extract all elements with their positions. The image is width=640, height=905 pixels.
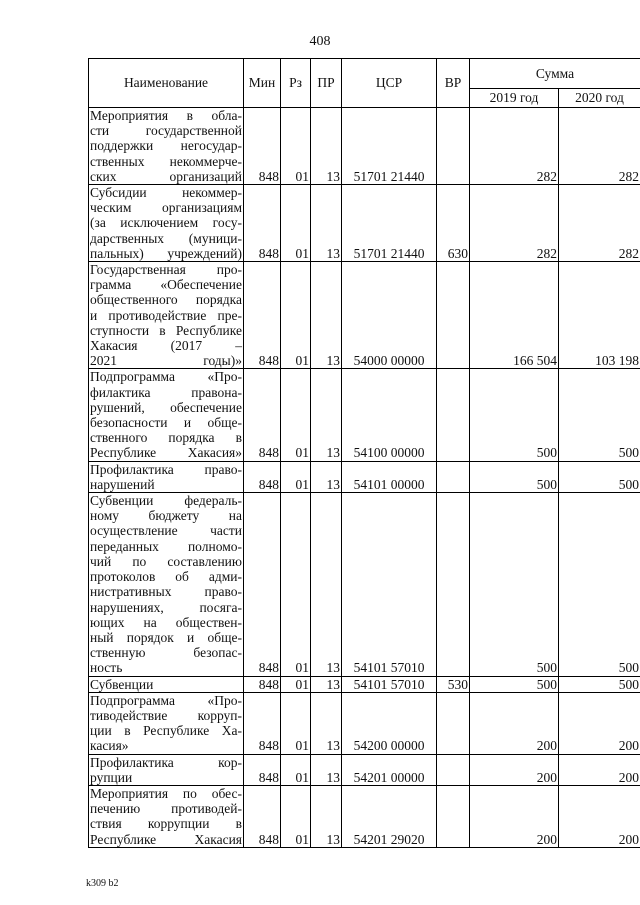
row-rz-cell: 01	[281, 369, 311, 461]
row-name-line: переданных полномо-	[90, 538, 242, 554]
footer-code: k309 b2	[86, 878, 119, 889]
row-sum-2019-cell: 500	[470, 461, 559, 492]
row-name-line: Субвенции федераль-	[90, 493, 242, 509]
row-min-cell: 848	[244, 185, 281, 262]
row-rz-cell: 01	[281, 754, 311, 785]
table-row	[89, 108, 640, 185]
row-name-line: Подпрограмма «Про-	[90, 692, 242, 708]
row-name-line: протоколов об адми-	[90, 569, 242, 585]
row-name-line: безопасности и обще-	[90, 415, 242, 431]
column-header-min: Мин	[244, 59, 281, 108]
row-sum-2020-cell: 282	[559, 185, 640, 262]
row-csr-cell: 54200 00000	[342, 692, 437, 754]
table-row	[89, 262, 640, 369]
row-csr-cell: 54201 29020	[342, 785, 437, 847]
row-name-line: рупции	[90, 769, 133, 785]
row-sum-2020-cell: 500	[559, 369, 640, 461]
row-vr-cell	[437, 461, 470, 492]
row-name-line: Мероприятия по обес-	[90, 785, 242, 801]
row-name-line: филактика правона-	[90, 384, 242, 400]
column-header-year-2019: 2019 год	[470, 88, 559, 107]
row-name-line: ступности в Республике	[90, 322, 242, 338]
table-row	[89, 754, 640, 785]
row-name-line: осуществление части	[90, 523, 242, 539]
row-rz-cell: 01	[281, 461, 311, 492]
row-rz-cell: 01	[281, 262, 311, 369]
table-row	[89, 369, 640, 461]
row-name-line: общественного порядка	[90, 292, 242, 308]
row-name-line: Подпрограмма «Про-	[90, 369, 242, 385]
row-name-line: поддержки негосудар-	[90, 138, 242, 154]
row-name-line: печению противодей-	[90, 801, 242, 817]
row-vr-cell	[437, 692, 470, 754]
row-name-cell	[89, 493, 244, 676]
row-min-cell: 848	[244, 785, 281, 847]
row-pr-cell: 13	[311, 369, 342, 461]
row-name-line: ному бюджету на	[90, 508, 242, 524]
table-row	[89, 461, 640, 492]
row-pr-cell: 13	[311, 461, 342, 492]
row-sum-2020-cell: 500	[559, 676, 640, 692]
row-min-cell: 848	[244, 262, 281, 369]
row-vr-cell	[437, 262, 470, 369]
row-sum-2020-cell: 200	[559, 754, 640, 785]
row-vr-cell	[437, 754, 470, 785]
row-rz-cell: 01	[281, 108, 311, 185]
column-header-rz: Рз	[281, 59, 311, 108]
row-min-cell: 848	[244, 493, 281, 676]
row-vr-cell	[437, 493, 470, 676]
row-pr-cell: 13	[311, 108, 342, 185]
row-sum-2019-cell: 500	[470, 676, 559, 692]
table-row	[89, 676, 640, 692]
row-name-cell	[89, 185, 244, 262]
row-sum-2020-cell: 500	[559, 493, 640, 676]
row-rz-cell: 01	[281, 493, 311, 676]
row-min-cell: 848	[244, 676, 281, 692]
row-csr-cell: 51701 21440	[342, 108, 437, 185]
row-csr-cell: 54000 00000	[342, 262, 437, 369]
row-name-cell	[89, 262, 244, 369]
column-header-sum: Сумма	[470, 59, 640, 89]
row-pr-cell: 13	[311, 185, 342, 262]
table-row	[89, 785, 640, 847]
row-csr-cell: 54101 57010	[342, 676, 437, 692]
row-name-line: Республике Хакасия	[90, 831, 242, 847]
row-sum-2019-cell: 282	[470, 185, 559, 262]
row-min-cell: 848	[244, 692, 281, 754]
budget-table	[88, 58, 640, 848]
row-name-line: Республике Хакасия»	[90, 445, 242, 461]
column-header-name: Наименование	[89, 59, 244, 108]
row-vr-cell: 530	[437, 676, 470, 692]
row-name-line: нистративных право-	[90, 584, 242, 600]
row-pr-cell: 13	[311, 262, 342, 369]
row-pr-cell: 13	[311, 785, 342, 847]
row-csr-cell: 54100 00000	[342, 369, 437, 461]
row-csr-cell: 54101 57010	[342, 493, 437, 676]
row-csr-cell: 51701 21440	[342, 185, 437, 262]
row-name-line: Мероприятия в обла-	[90, 108, 242, 123]
page-number: 408	[309, 34, 331, 49]
row-name-line: и противодействие пре-	[90, 307, 242, 323]
row-rz-cell: 01	[281, 676, 311, 692]
row-name-line: ских организаций	[90, 168, 242, 184]
row-name-cell	[89, 754, 244, 785]
row-name-cell	[89, 676, 244, 692]
row-sum-2020-cell: 103 198	[559, 262, 640, 369]
row-name-line: ствия коррупции в	[90, 816, 242, 832]
table-row	[89, 493, 640, 676]
row-vr-cell	[437, 108, 470, 185]
row-name-cell	[89, 369, 244, 461]
row-sum-2019-cell: 200	[470, 692, 559, 754]
row-name-cell	[89, 108, 244, 185]
row-vr-cell: 630	[437, 185, 470, 262]
row-sum-2019-cell: 500	[470, 493, 559, 676]
row-name-line: касия»	[90, 738, 129, 754]
row-name-line: Профилактика кор-	[90, 754, 242, 770]
row-rz-cell: 01	[281, 785, 311, 847]
row-vr-cell	[437, 785, 470, 847]
row-name-line: сти государственной	[90, 123, 242, 139]
row-name-line: Хакасия (2017 –	[90, 338, 242, 354]
row-name-line: чий по составлению	[90, 553, 242, 569]
row-name-line: Субсидии некоммер-	[90, 185, 242, 201]
row-pr-cell: 13	[311, 493, 342, 676]
row-name-line: ющих на обществен-	[90, 614, 242, 630]
row-rz-cell: 01	[281, 692, 311, 754]
row-name-line: тиводействие корруп-	[90, 707, 242, 723]
row-name-line: ческим организациям	[90, 200, 242, 216]
row-rz-cell: 01	[281, 185, 311, 262]
column-header-vr: ВР	[437, 59, 470, 108]
row-name-line: Профилактика право-	[90, 461, 242, 477]
column-header-pr: ПР	[311, 59, 342, 108]
row-sum-2019-cell: 166 504	[470, 262, 559, 369]
row-name-line: (за исключением госу-	[90, 215, 242, 231]
row-name-cell	[89, 692, 244, 754]
column-header-year-2020: 2020 год	[559, 88, 640, 107]
row-name-line: ственного порядка в	[90, 430, 242, 446]
row-min-cell: 848	[244, 108, 281, 185]
row-sum-2019-cell: 200	[470, 785, 559, 847]
row-name-cell	[89, 785, 244, 847]
column-header-csr: ЦСР	[342, 59, 437, 108]
row-name-line: нарушениях, посяга-	[90, 599, 242, 615]
table-body	[89, 108, 640, 848]
row-name-line: рушений, обеспечение	[90, 399, 242, 415]
row-name-line: ственную безопас-	[90, 645, 242, 661]
row-min-cell: 848	[244, 754, 281, 785]
table-row	[89, 692, 640, 754]
row-name-line: 2021 годы)»	[90, 353, 242, 369]
row-sum-2019-cell: 282	[470, 108, 559, 185]
row-name-line: ность	[90, 660, 123, 676]
row-name-line: пальных) учреждений)	[90, 245, 242, 261]
row-pr-cell: 13	[311, 676, 342, 692]
row-name-line: ции в Республике Ха-	[90, 723, 242, 739]
row-pr-cell: 13	[311, 692, 342, 754]
row-name-line: ный порядок и обще-	[90, 629, 242, 645]
row-pr-cell: 13	[311, 754, 342, 785]
row-min-cell: 848	[244, 461, 281, 492]
table-row	[89, 185, 640, 262]
row-sum-2020-cell: 200	[559, 692, 640, 754]
row-sum-2020-cell: 200	[559, 785, 640, 847]
row-name-line: ственных некоммерче-	[90, 153, 242, 169]
row-name-cell	[89, 461, 244, 492]
row-sum-2020-cell: 500	[559, 461, 640, 492]
row-name-line: грамма «Обеспечение	[90, 277, 242, 293]
row-sum-2020-cell: 282	[559, 108, 640, 185]
row-csr-cell: 54101 00000	[342, 461, 437, 492]
row-vr-cell	[437, 369, 470, 461]
row-sum-2019-cell: 200	[470, 754, 559, 785]
row-name-line: Государственная про-	[90, 262, 242, 278]
row-name-line: нарушений	[90, 476, 155, 492]
row-name-line: Субвенции	[90, 676, 154, 692]
row-min-cell: 848	[244, 369, 281, 461]
row-name-line: дарственных (муници-	[90, 230, 242, 246]
row-sum-2019-cell: 500	[470, 369, 559, 461]
row-csr-cell: 54201 00000	[342, 754, 437, 785]
